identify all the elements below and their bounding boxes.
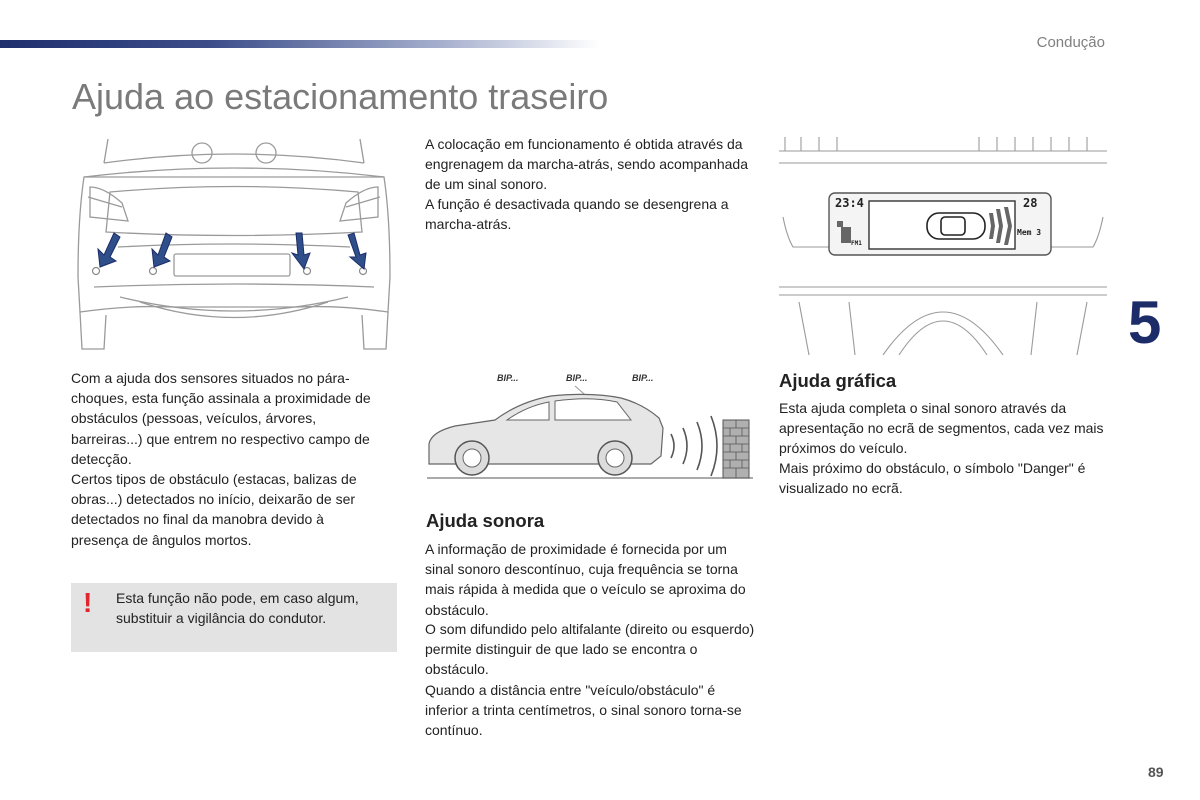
section-title: Condução (1036, 34, 1105, 51)
display-time: 23:4 (835, 196, 864, 210)
reversing-car-illustration (425, 366, 753, 482)
sonora-paragraph-3: Quando a distância entre "veículo/obstáculo" é inferior a trinta centímetros, o sinal sonoro torna-se contínuo. (425, 682, 742, 739)
bip-label-2: BIP... (566, 373, 588, 383)
intro-paragraph-2: A função é desactivada quando se desengrena a marcha-atrás. (425, 196, 729, 233)
heading-ajuda-grafica: Ajuda gráfica (779, 370, 897, 391)
warning-box (71, 583, 397, 652)
sonora-paragraph-2: O som difundido pelo altifalante (direito ou esquerdo) permite distinguir de que lado se encontra o obstáculo. (425, 621, 755, 678)
display-temperature: 28 (1023, 196, 1038, 210)
chapter-number: 5 (1128, 289, 1162, 356)
left-paragraph-1: Com a ajuda dos sensores situados no pára-choques, esta função assinala a proximidade de obstáculos (pessoas, veículos, árvores, barreiras...) que entrem no respectivo campo de detecção. (71, 370, 371, 467)
dashboard-display-illustration (779, 137, 1107, 355)
heading-ajuda-sonora: Ajuda sonora (426, 510, 545, 531)
sonora-paragraph-1: A informação de proximidade é fornecida por um sinal sonoro descontínuo, cuja frequência se torna mais rápida à medida que o veículo se aproxima do obstáculo. (425, 541, 746, 618)
intro-paragraph-1: A colocação em funcionamento é obtida através da engrenagem da marcha-atrás, sendo acompanhada de um sinal sonoro. (425, 136, 748, 193)
bip-label-3: BIP... (632, 373, 654, 383)
warning-text: Esta função não pode, em caso algum, substituir a vigilância do condutor. (116, 590, 359, 627)
left-paragraph-2: Certos tipos de obstáculo (estacas, balizas de obras...) detectados no início, deixarão de ser detectados no final da manobra devido à presença de ângulos mortos. (71, 471, 357, 548)
display-station: FM1 (851, 240, 862, 247)
page-number: 89 (1148, 764, 1164, 780)
grafica-paragraph-1: Esta ajuda completa o sinal sonoro através da apresentação no ecrã de segmentos, cada vez mais próximos do veículo. (779, 400, 1104, 457)
rear-car-sensors-illustration (70, 137, 398, 353)
warning-icon: ! (83, 587, 93, 618)
grafica-paragraph-2: Mais próximo do obstáculo, o símbolo "Danger" é visualizado no ecrã. (779, 460, 1086, 497)
display-memory: Mem 3 (1017, 228, 1042, 237)
page-title: Ajuda ao estacionamento traseiro (72, 76, 609, 117)
bip-label-1: BIP... (497, 373, 519, 383)
header-color-bar (0, 40, 600, 48)
